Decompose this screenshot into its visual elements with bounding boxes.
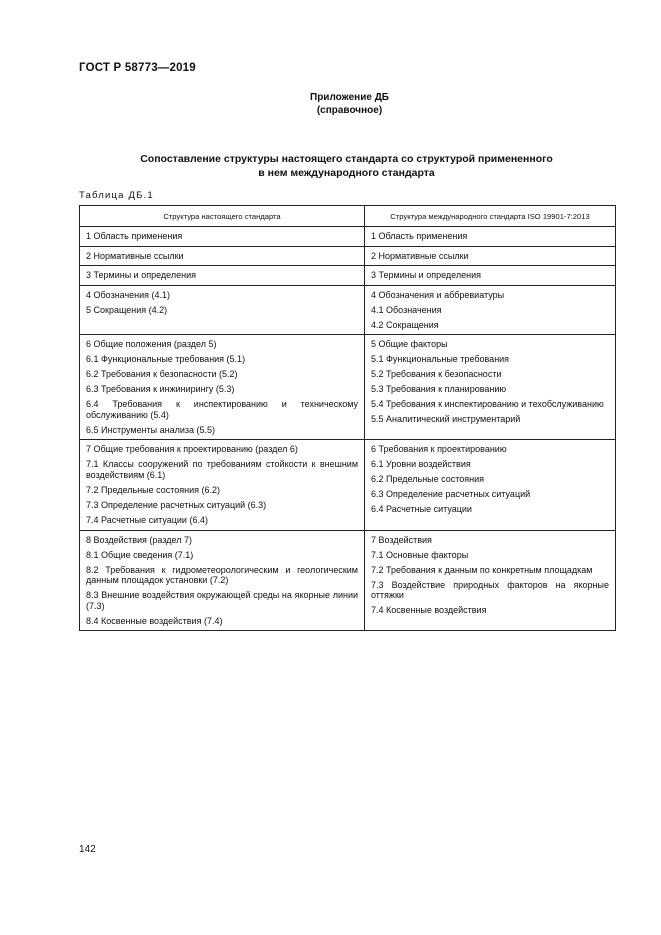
cell-international-structure bbox=[365, 285, 616, 335]
clause-entry: 5 Общие факторы bbox=[371, 339, 448, 350]
clause-entry: 7.4 Расчетные ситуации (6.4) bbox=[86, 514, 208, 525]
clause-entry: 6 Общие положения (раздел 5) bbox=[86, 339, 217, 350]
annex-subtitle: (справочное) bbox=[316, 105, 383, 116]
clause-entry: 7.1 Основные факторы bbox=[371, 549, 469, 560]
cell-national-structure bbox=[80, 227, 365, 247]
clause-entry: 6.2 Требования к безопасности (5.2) bbox=[86, 369, 238, 380]
clause-entry: 3 Термины и определения bbox=[371, 270, 481, 281]
clause-entry: 8.1 Общие сведения (7.1) bbox=[86, 549, 194, 560]
clause-entry: 8.3 Внешние воздействия окружающей среды на якорные линии (7.3) bbox=[86, 590, 358, 611]
clause-entry: 6.1 Уровни воздействия bbox=[371, 459, 471, 470]
document-code: ГОСТ Р 58773—2019 bbox=[79, 62, 196, 74]
clause-entry: 4 Обозначения и аббревиатуры bbox=[371, 289, 505, 300]
clause-entry: 5.4 Требования к инспектированию и техобслуживанию bbox=[371, 399, 604, 410]
clause-entry: 6.4 Расчетные ситуации bbox=[371, 504, 472, 515]
clause-entry: 5.5 Аналитический инструментарий bbox=[371, 414, 521, 425]
cell-national-structure bbox=[80, 266, 365, 286]
clause-entry: 6.3 Определение расчетных ситуаций bbox=[371, 489, 531, 500]
table-row bbox=[80, 266, 616, 286]
clause-entry: 2 Нормативные ссылки bbox=[86, 250, 184, 261]
cell-national-structure bbox=[80, 440, 365, 530]
clause-entry: 7.3 Определение расчетных ситуаций (6.3) bbox=[86, 500, 267, 510]
comparison-table-wrapper bbox=[79, 205, 615, 631]
document-title-line-1: Сопоставление структуры настоящего стандарта со структурой примененного bbox=[140, 153, 553, 165]
column-header-national: Структура настоящего стандарта bbox=[80, 206, 365, 227]
clause-entry: 7.3 Воздействие природных факторов на якорные оттяжки bbox=[371, 579, 609, 601]
clause-entry: 6.3 Требования к инжинирингу (5.3) bbox=[86, 384, 235, 395]
clause-entry: 5.2 Требования к безопасности bbox=[371, 369, 502, 380]
comparison-table bbox=[79, 205, 616, 631]
clause-entry: 5.3 Требования к планированию bbox=[371, 384, 507, 395]
clause-entry: 8 Воздействия (раздел 7) bbox=[86, 534, 192, 545]
clause-entry: 2 Нормативные ссылки bbox=[371, 250, 469, 261]
document-title-line-2: в нем международного стандарта bbox=[258, 167, 435, 179]
clause-entry: 8.4 Косвенные воздействия (7.4) bbox=[86, 615, 223, 626]
clause-entry: 6.2 Предельные состояния bbox=[371, 474, 485, 485]
clause-entry: 7 Воздействия bbox=[371, 534, 432, 545]
cell-international-structure bbox=[365, 246, 616, 266]
clause-entry: 6.5 Инструменты анализа (5.5) bbox=[86, 424, 216, 435]
clause-entry: 6.4 Требования к инспектированию и техническому обслуживанию (5.4) bbox=[86, 399, 358, 420]
clause-entry: 5.1 Функциональные требования bbox=[371, 354, 510, 365]
clause-entry: 5 Сокращения (4.2) bbox=[86, 304, 168, 315]
clause-entry: 3 Термины и определения bbox=[86, 270, 196, 281]
cell-international-structure bbox=[365, 440, 616, 530]
table-row bbox=[80, 335, 616, 440]
table-caption: Таблица ДБ.1 bbox=[79, 190, 154, 201]
page-number: 142 bbox=[79, 844, 96, 855]
table-row bbox=[80, 530, 616, 631]
clause-entry: 7.1 Классы сооружений по требованиям стойкости к внешним воздействиям (6.1) bbox=[86, 459, 358, 481]
clause-entry: 7.2 Предельные состояния (6.2) bbox=[86, 485, 221, 496]
document-title bbox=[79, 152, 614, 180]
cell-national-structure bbox=[80, 285, 365, 335]
cell-national-structure bbox=[80, 335, 365, 440]
cell-national-structure bbox=[80, 530, 365, 631]
clause-entry: 4 Обозначения (4.1) bbox=[86, 289, 171, 300]
clause-entry: 4.1 Обозначения bbox=[371, 304, 442, 315]
cell-national-structure bbox=[80, 246, 365, 266]
clause-entry: 4.2 Сокращения bbox=[371, 319, 439, 330]
annex-title: Приложение ДБ bbox=[310, 92, 389, 103]
cell-international-structure bbox=[365, 335, 616, 440]
table-body bbox=[80, 227, 616, 631]
table-row bbox=[80, 227, 616, 247]
clause-entry: 6 Требования к проектированию bbox=[371, 444, 507, 455]
clause-entry: 1 Область применения bbox=[86, 231, 183, 241]
clause-entry: 7 Общие требования к проектированию (раздел 6) bbox=[86, 444, 298, 455]
cell-international-structure bbox=[365, 530, 616, 631]
table-row bbox=[80, 285, 616, 335]
clause-entry: 1 Область применения bbox=[371, 231, 468, 241]
clause-entry: 7.4 Косвенные воздействия bbox=[371, 605, 487, 616]
cell-international-structure bbox=[365, 227, 616, 247]
cell-international-structure bbox=[365, 266, 616, 286]
annex-heading bbox=[0, 91, 661, 117]
clause-entry: 6.1 Функциональные требования (5.1) bbox=[86, 354, 246, 365]
column-header-international: Структура международного стандарта ISO 19901-7:2013 bbox=[365, 206, 616, 227]
clause-entry: 8.2 Требования к гидрометеорологическим и геологическим данным площадок установки (7.2) bbox=[86, 564, 358, 586]
table-row bbox=[80, 440, 616, 530]
table-row bbox=[80, 246, 616, 266]
clause-entry: 7.2 Требования к данным по конкретным площадкам bbox=[371, 564, 593, 575]
